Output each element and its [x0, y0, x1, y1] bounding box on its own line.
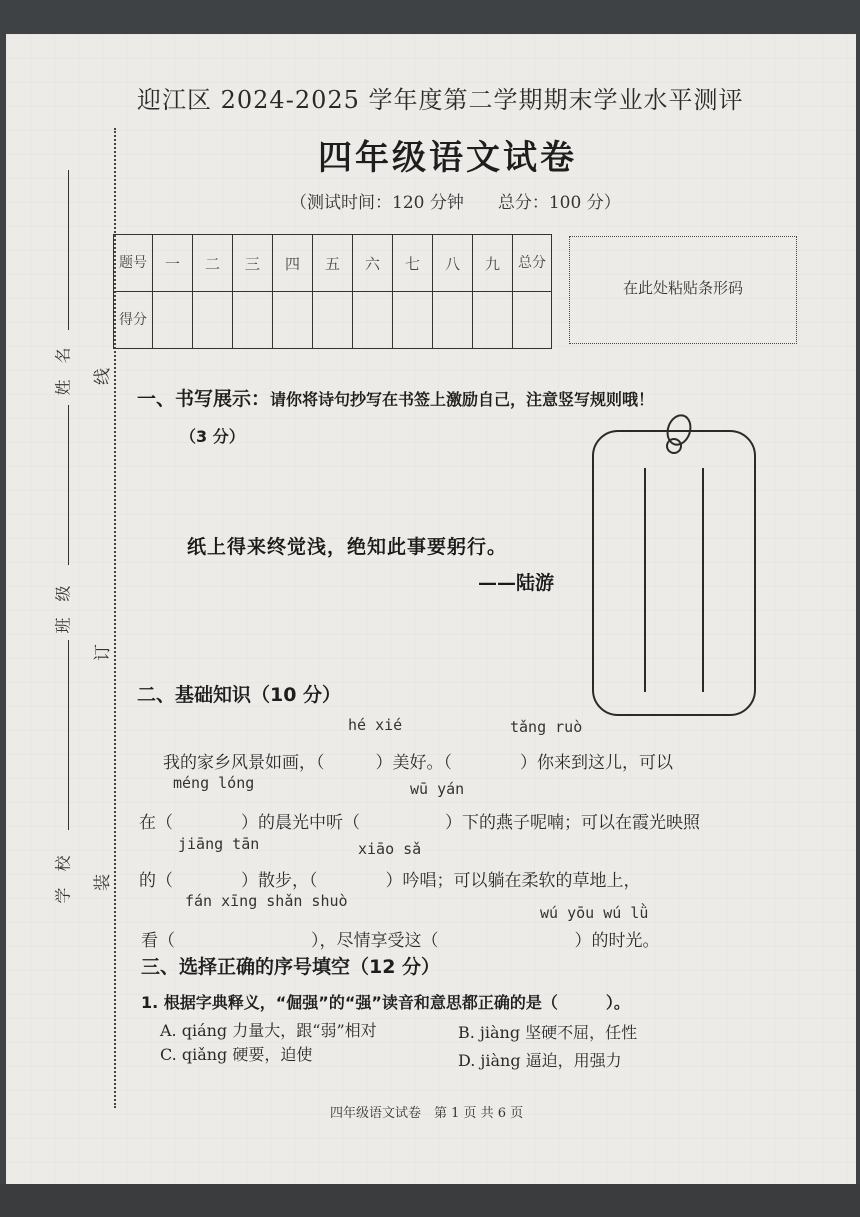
- col-3: 三: [233, 235, 273, 292]
- col-8: 八: [433, 235, 473, 292]
- bookmark-hole-icon: [666, 438, 682, 454]
- pinyin-2: tǎng ruò: [510, 718, 583, 736]
- binding-char-ding: 订: [93, 644, 113, 661]
- barcode-label: 在此处粘贴条形码: [622, 279, 743, 297]
- section1-heading: [137, 384, 654, 411]
- barcode-area: [569, 236, 797, 344]
- pinyin-3: méng lóng: [173, 774, 255, 792]
- section1-title: 一、书写展示：: [137, 388, 271, 410]
- school-field-line[interactable]: [68, 640, 69, 830]
- option-a[interactable]: A. qiáng 力量大，跟“弱”相对: [160, 1021, 377, 1040]
- exam-header: 迎江区 2024-2025 学年度第二学期期末学业水平测评: [137, 86, 744, 114]
- class-field-line[interactable]: [68, 405, 69, 565]
- pinyin-8: wú yōu wú lǜ: [540, 904, 649, 922]
- score-cell[interactable]: [473, 292, 513, 349]
- name-field-line[interactable]: [68, 170, 69, 330]
- score-cell[interactable]: [153, 292, 193, 349]
- score-cell[interactable]: [233, 292, 273, 349]
- score-table: [113, 234, 552, 349]
- score-cell[interactable]: [353, 292, 393, 349]
- pinyin-5: jiāng tān: [178, 835, 260, 853]
- section1-points: （3 分）: [180, 427, 245, 446]
- score-cell[interactable]: [433, 292, 473, 349]
- row-header-defen: 得分: [114, 292, 153, 349]
- option-d[interactable]: D. jiàng 逼迫，用强力: [458, 1051, 622, 1070]
- binding-char-xian: 线: [93, 368, 113, 385]
- score-cell-total[interactable]: [513, 292, 552, 349]
- class-field-label: 班 级: [53, 585, 73, 634]
- bookmark-writing-line: [702, 468, 704, 692]
- section1-instruction: 请你将诗句抄写在书签上激励自己，注意竖写规则哦！: [270, 390, 655, 409]
- col-2: 二: [193, 235, 233, 292]
- col-1: 一: [153, 235, 193, 292]
- col-4: 四: [273, 235, 313, 292]
- section2-title: 二、基础知识（10 分）: [137, 684, 342, 706]
- page-title: 四年级语文试卷: [318, 138, 577, 178]
- poem-text: 纸上得来终觉浅，绝知此事要躬行。: [187, 536, 508, 558]
- bookmark-writing-line: [644, 468, 646, 692]
- col-total: 总分: [513, 235, 552, 292]
- question-1: 1. 根据字典释义，“倔强”的“强”读音和意思都正确的是（ ）。: [141, 993, 630, 1012]
- col-5: 五: [313, 235, 353, 292]
- pinyin-6: xiāo sǎ: [358, 840, 422, 858]
- binding-char-zhuang: 装: [93, 874, 113, 891]
- pinyin-4: wū yán: [410, 780, 465, 798]
- option-c[interactable]: C. qiǎng 硬要，迫使: [160, 1045, 313, 1064]
- option-b[interactable]: B. jiàng 坚硬不屈，任性: [458, 1023, 638, 1042]
- fill-line-3: 的（ ）散步，（ ）吟唱；可以躺在柔软的草地上，: [139, 871, 641, 891]
- col-7: 七: [393, 235, 433, 292]
- pinyin-7: fán xīng shǎn shuò: [185, 892, 348, 910]
- exam-subtitle: （测试时间：120 分钟 总分：100 分）: [290, 193, 621, 213]
- fill-line-2: 在（ ）的晨光中听（ ）下的燕子呢喃；可以在霞光映照: [139, 813, 700, 833]
- score-cell[interactable]: [313, 292, 353, 349]
- page-footer: 四年级语文试卷 第 1 页 共 6 页: [330, 1106, 524, 1121]
- background-edge: [0, 1184, 860, 1217]
- bookmark-writing-area[interactable]: [592, 430, 756, 716]
- school-field-label: 学 校: [53, 855, 73, 904]
- score-cell[interactable]: [273, 292, 313, 349]
- score-cell[interactable]: [193, 292, 233, 349]
- col-9: 九: [473, 235, 513, 292]
- fill-line-1: 我的家乡风景如画，（ ）美好。（ ）你来到这儿，可以: [163, 753, 673, 773]
- section3-title: 三、选择正确的序号填空（12 分）: [141, 956, 441, 978]
- score-cell[interactable]: [393, 292, 433, 349]
- poem-author: ——陆游: [478, 572, 555, 594]
- col-6: 六: [353, 235, 393, 292]
- name-field-label: 姓 名: [53, 347, 73, 396]
- pinyin-1: hé xié: [348, 716, 403, 734]
- row-header-tihao: 题号: [114, 235, 153, 292]
- fill-line-4: 看（ ），尽情享受这（ ）的时光。: [141, 931, 660, 951]
